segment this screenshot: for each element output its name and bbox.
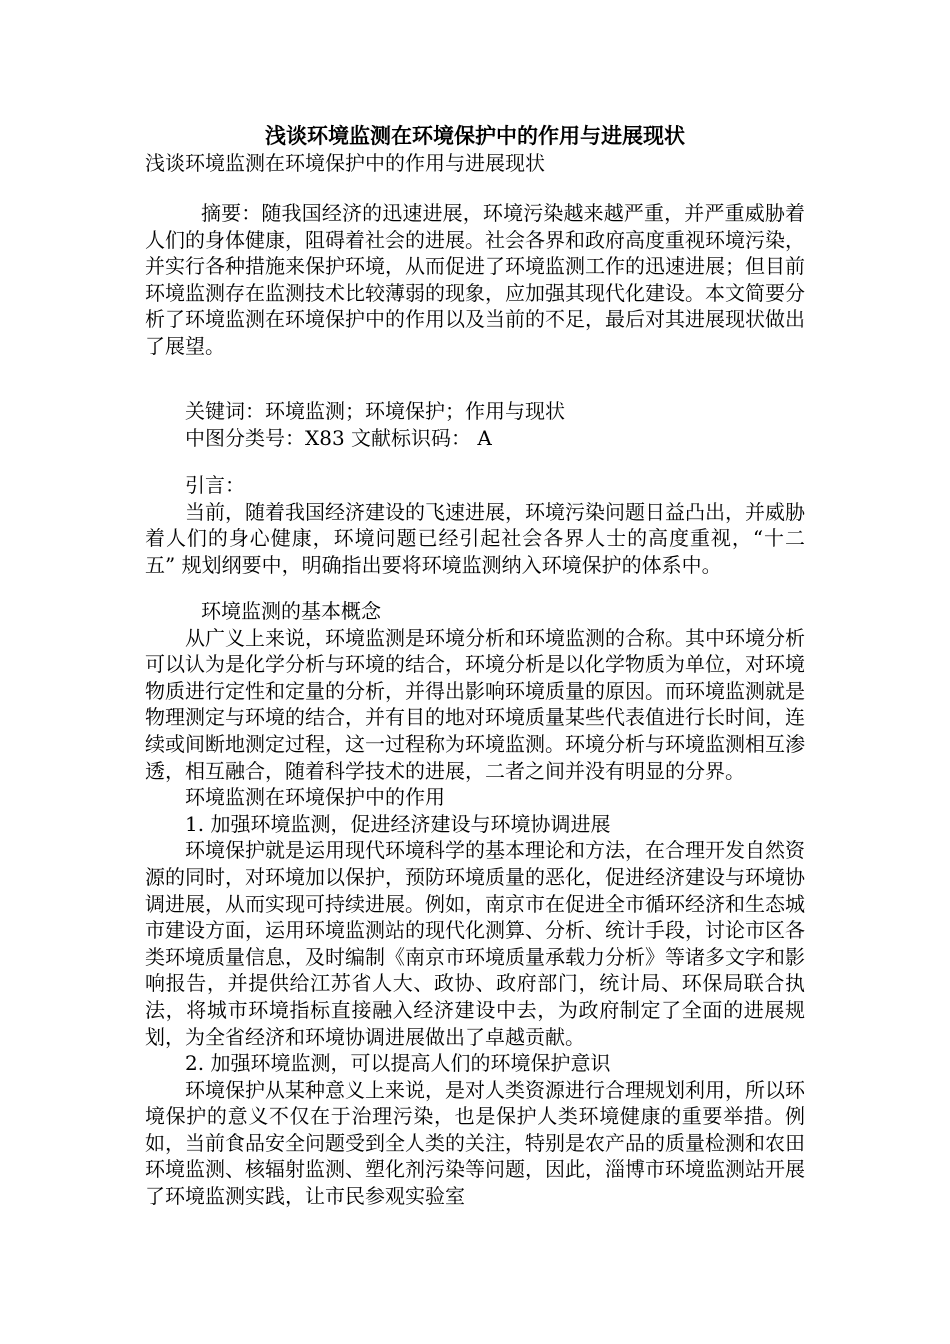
intro-heading: 引言： xyxy=(185,473,245,497)
section-heading-role: 环境监测在环境保护中的作用 xyxy=(185,785,445,810)
subsection-paragraph-2: 环境保护从某种意义上来说，是对人类资源进行合理规划利用，所以环境保护的意义不仅在于治理污染，也是保护人类环境健康的重要举措。例如，当前食品安全问题受到全人类的关注，特别是农产品的质量检测和农田环境监测、核辐射监测、塑化剂污染等问题，因此，淄博市环境监测站开展了环境监测实践，让市民参观实验室 xyxy=(145,1077,805,1209)
classification-line: 中图分类号：X83 文献标识码： A xyxy=(185,425,492,450)
subsection-heading-1: 1. 加强环境监测，促进经济建设与环境协调进展 xyxy=(185,811,611,836)
document-title: 浅谈环境监测在环境保护中的作用与进展现状 xyxy=(265,123,685,148)
keywords-line: 关键词：环境监测；环境保护；作用与现状 xyxy=(185,399,565,423)
section-heading-basic-concept: 环境监测的基本概念 xyxy=(201,599,381,623)
main-section xyxy=(145,598,805,1210)
intro-section xyxy=(145,472,805,578)
document-subtitle: 浅谈环境监测在环境保护中的作用与进展现状 xyxy=(145,151,545,175)
subsection-heading-2: 2. 加强环境监测，可以提高人们的环境保护意识 xyxy=(185,1051,611,1076)
subsection-paragraph-1: 环境保护就是运用现代环境科学的基本理论和方法，在合理开发自然资源的同时，对环境加以保护，预防环境质量的恶化，促进经济建设与环境协调进展，从而实现可持续进展。例如，南京市在促进全市循环经济和生态城市建设方面，运用环境监测站的现代化测算、分析、统计手段，讨论市区各类环境质量信息，及时编制《南京市环境质量承载力分析》等诸多文字和影响报告，并提供给江苏省人大、政协、政府部门，统计局、环保局联合执法，将城市环境指标直接融入经济建设中去，为政府制定了全面的进展规划，为全省经济和环境协调进展做出了卓越贡献。 xyxy=(145,838,805,1049)
section-paragraph-basic-concept: 从广义上来说，环境监测是环境分析和环境监测的合称。其中环境分析可以认为是化学分析与环境的结合，环境分析是以化学物质为单位，对环境物质进行定性和定量的分析，并得出影响环境质量的原因。而环境监测就是物理测定与环境的结合，并有目的地对环境质量某些代表值进行长时间，连续或间断地测定过程，这一过程称为环境监测。环境分析与环境监测相互渗透，相互融合，随着科学技术的进展，二者之间并没有明显的分界。 xyxy=(145,625,805,783)
abstract-paragraph: 摘要：随我国经济的迅速进展，环境污染越来越严重，并严重威胁着人们的身体健康，阻碍着社会的进展。社会各界和政府高度重视环境污染，并实行各种措施来保护环境，从而促进了环境监测工作的迅速进展；但目前环境监测存在监测技术比较薄弱的现象，应加强其现代化建设。本文简要分析了环境监测在环境保护中的作用以及当前的不足，最后对其进展现状做出了展望。 xyxy=(145,201,805,358)
intro-paragraph: 当前，随着我国经济建设的飞速进展，环境污染问题日益凸出，并威胁着人们的身心健康，环境问题已经引起社会各界人士的高度重视，“十二五” 规划纲要中，明确指出要将环境监测纳入环境保护的体系中。 xyxy=(145,499,805,577)
abstract-section xyxy=(145,200,805,360)
keywords-section xyxy=(145,398,805,451)
